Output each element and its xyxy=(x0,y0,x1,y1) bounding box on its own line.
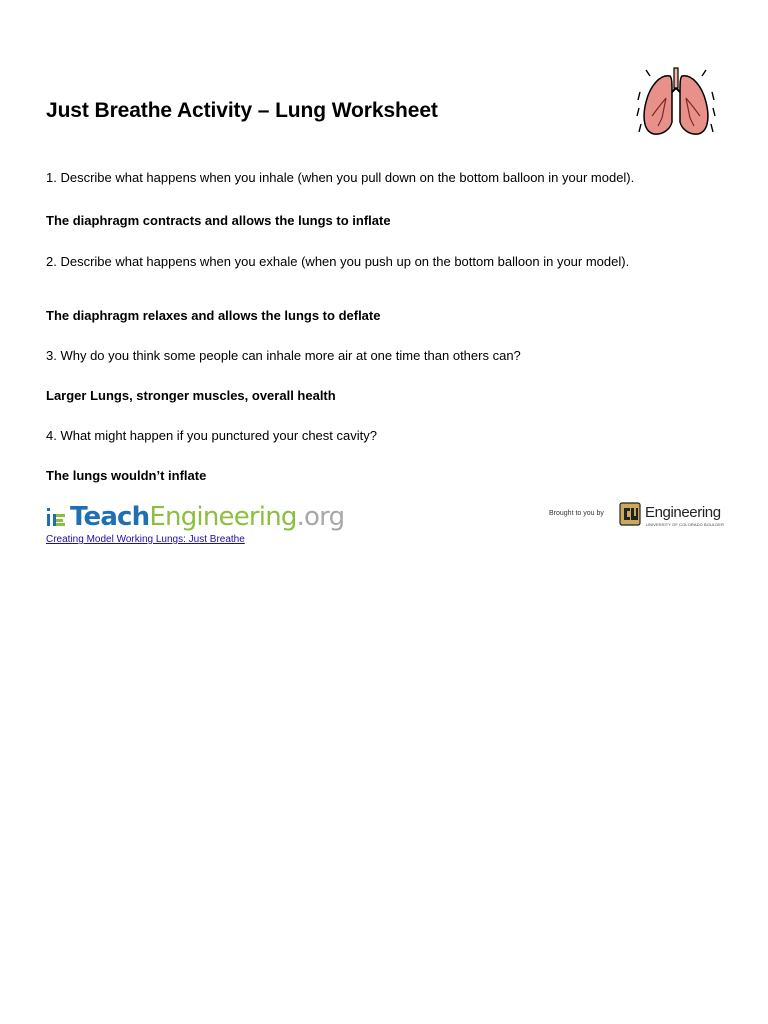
logo-engineering: Engineering xyxy=(149,502,297,532)
logo-teach: Teach xyxy=(70,502,150,532)
teachengineering-wordmark xyxy=(70,502,344,532)
cu-engineering-text: Engineering xyxy=(645,504,721,521)
teachengineering-logo xyxy=(46,500,344,534)
question-1: 1. Describe what happens when you inhale (when you pull down on the bottom balloon in your model). xyxy=(46,170,635,185)
question-4: 4. What might happen if you punctured your chest cavity? xyxy=(46,428,377,443)
cu-engineering-logo xyxy=(549,500,729,532)
logo-org: .org xyxy=(296,502,345,532)
answer-4: The lungs wouldn’t inflate xyxy=(46,468,207,483)
cu-subtitle: UNIVERSITY OF COLORADO BOULDER xyxy=(646,522,725,527)
teachengineering-logo-icon xyxy=(46,506,66,528)
lungs-icon xyxy=(636,62,716,142)
answer-1: The diaphragm contracts and allows the lungs to inflate xyxy=(46,213,391,228)
activity-link[interactable]: Creating Model Working Lungs: Just Breathe xyxy=(46,534,245,545)
cu-logo-icon xyxy=(619,502,641,526)
question-3: 3. Why do you think some people can inhale more air at one time than others can? xyxy=(46,348,521,363)
brought-to-you-by: Brought to you by xyxy=(549,510,604,517)
page-title: Just Breathe Activity – Lung Worksheet xyxy=(46,99,438,122)
answer-3: Larger Lungs, stronger muscles, overall health xyxy=(46,388,336,403)
answer-2: The diaphragm relaxes and allows the lungs to deflate xyxy=(46,308,381,323)
question-2: 2. Describe what happens when you exhale (when you push up on the bottom balloon in your model). xyxy=(46,254,630,269)
